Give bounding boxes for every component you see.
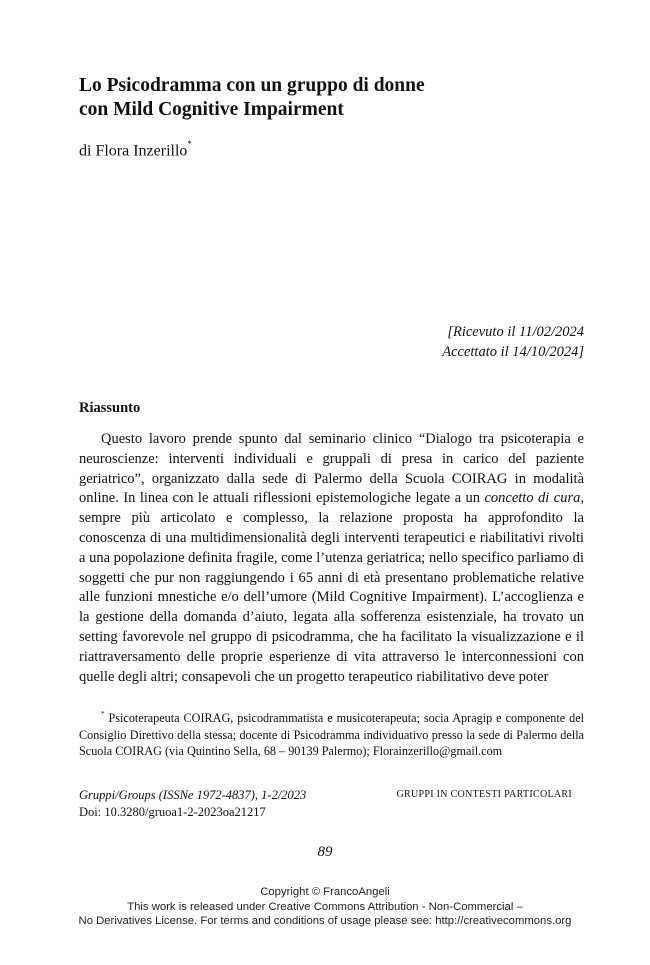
article-title — [79, 74, 549, 122]
author-line — [79, 141, 192, 160]
page-number: 89 — [317, 844, 333, 860]
footnote-text: Psicoterapeuta COIRAG, psicodrammatista e musicoterapeuta; socia Apragip e componente del Consiglio Direttivo della stessa; docente di Psicodramma individuativo presso la sede di Palermo della Scuola COIRAG (via Quintino Sella, 68 – 90139 Palermo); Florainzerillo@gmail.com — [79, 711, 585, 759]
copyright-line: Copyright © FrancoAngeli — [260, 886, 390, 898]
abstract-heading: Riassunto — [79, 400, 141, 416]
submission-dates — [442, 322, 584, 362]
journal-info — [79, 787, 306, 821]
author-name: di Flora Inzerillo — [79, 142, 188, 160]
footnote-paragraph — [79, 707, 584, 760]
title-line-2: con Mild Cognitive Impairment — [79, 99, 344, 120]
license-notice — [0, 885, 650, 929]
license-line-2: This work is released under Creative Commons Attribution - Non-Commercial – — [127, 900, 523, 913]
journal-citation: Gruppi/Groups (ISSNe 1972-4837), 1-2/2023 — [79, 788, 307, 802]
abstract-text-part-1: Questo lavoro prende spunto dal seminario clinico “Dialogo tra psicoterapia e neuroscienze: interventi individuali e gruppali di presa in carico del paziente geriatrico”, organizzato dalla sede di Palermo della Scuola COIRAG in modalità online. In linea con le attuali riflessioni epistemologiche legate a un — [79, 431, 584, 507]
abstract-italic-term: concetto di cura — [484, 490, 581, 507]
abstract-body — [79, 430, 584, 687]
footnote — [79, 707, 584, 760]
abstract-paragraph — [79, 430, 584, 687]
license-line-3[interactable]: No Derivatives License. For terms and conditions of usage please see: http://creativecommons.org — [78, 915, 572, 927]
section-label: GRUPPI IN CONTESTI PARTICOLARI — [396, 789, 572, 800]
title-line-1: Lo Psicodramma con un gruppo di donne — [79, 75, 425, 96]
abstract-text-part-2: , sempre più articolato e complesso, la relazione proposta ha approfondito la conoscenza di una multidimensionalità degli interventi terapeutici e riabilitativi rivolti a una popolazione definita fragile, come l’utenza geriatrica; nello specifico parliamo di soggetti che pur non raggiungendo i 65 anni di età presentano problematiche relative alle funzioni mnestiche e/o dell’umore (Mild Cognitive Impairment). L’accoglienza e la gestione della domanda d’aiuto, legata alla sofferenza esistenziale, ha trovato un setting favorevole nel gruppo di psicodramma, che ha facilitato la visualizzazione e il riattraversamento delle proprie esperienze di vita attraverso le interconnessioni con quelle degli altri; consapevoli che un progetto terapeutico riabilitativo deve poter — [79, 490, 584, 685]
journal-doi[interactable]: Doi: 10.3280/gruoa1-2-2023oa21217 — [79, 805, 266, 819]
author-footnote-mark[interactable]: * — [187, 139, 192, 149]
footnote-mark: * — [101, 710, 105, 718]
received-date: [Ricevuto il 11/02/2024 — [447, 324, 584, 340]
accepted-date: Accettato il 14/10/2024] — [442, 344, 584, 360]
